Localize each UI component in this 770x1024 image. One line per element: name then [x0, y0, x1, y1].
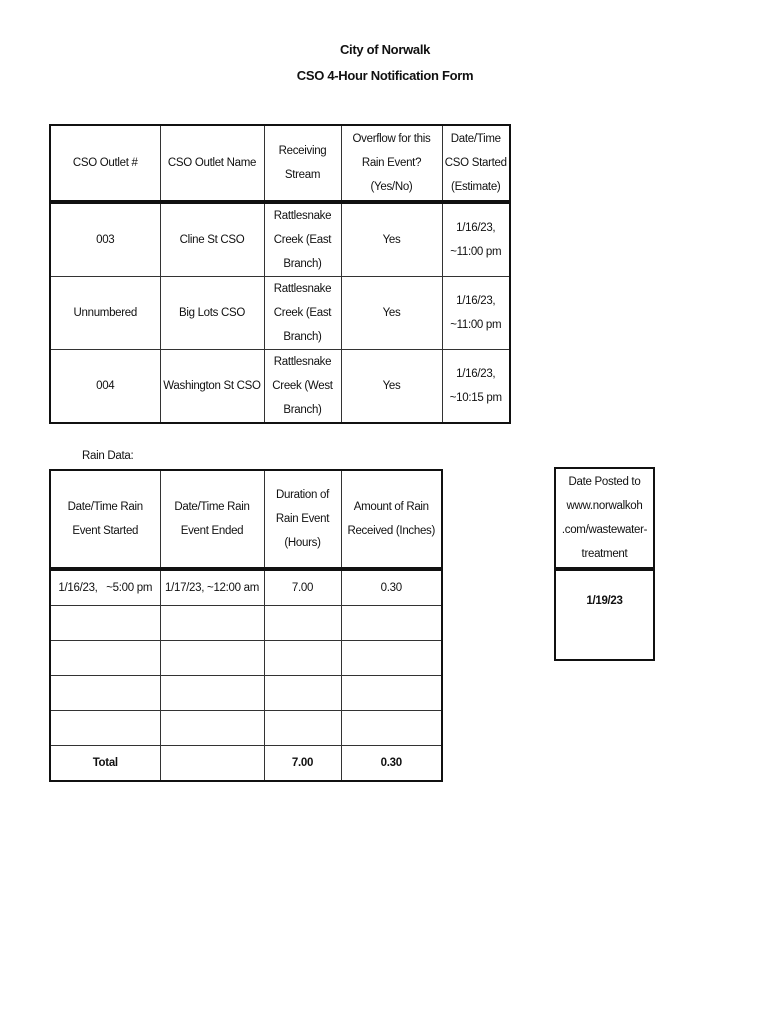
rain-row [50, 569, 442, 606]
rain-col-header: Duration of Rain Event (Hours) [264, 470, 341, 569]
cso-col-header: Receiving Stream [264, 125, 341, 202]
rain-cell [50, 641, 160, 676]
rain-total-row [50, 746, 442, 782]
cso-cell: Cline St CSO [160, 202, 264, 277]
rain-cell [160, 676, 264, 711]
cso-row [50, 202, 510, 277]
date-posted-box [554, 467, 655, 661]
cso-cell: Unnumbered [50, 277, 160, 350]
rain-cell [160, 606, 264, 641]
rain-cell [264, 711, 341, 746]
rain-data-label: Rain Data: [82, 450, 134, 462]
cso-cell: Rattlesnake Creek (East Branch) [264, 277, 341, 350]
rain-col-header: Date/Time Rain Event Ended [160, 470, 264, 569]
date-posted-header-row [555, 468, 654, 569]
rain-cell [341, 641, 442, 676]
cso-cell: 1/16/23, ~11:00 pm [442, 277, 510, 350]
cso-cell: Washington St CSO [160, 350, 264, 424]
cso-cell: 1/16/23, ~11:00 pm [442, 202, 510, 277]
form-title: CSO 4-Hour Notification Form [296, 68, 474, 83]
cso-header-row [50, 125, 510, 202]
rain-cell [341, 676, 442, 711]
rain-row [50, 676, 442, 711]
rain-cell [264, 606, 341, 641]
rain-cell: 1/16/23, ~5:00 pm [50, 569, 160, 606]
rain-total-duration: 7.00 [264, 746, 341, 782]
cso-table [49, 124, 511, 424]
rain-cell [160, 711, 264, 746]
rain-cell [264, 676, 341, 711]
rain-cell [341, 711, 442, 746]
cso-row [50, 277, 510, 350]
rain-col-header: Amount of Rain Received (Inches) [341, 470, 442, 569]
rain-cell [50, 676, 160, 711]
rain-cell [341, 606, 442, 641]
date-posted-value-row [555, 569, 654, 660]
rain-data-table [49, 469, 443, 782]
city-title: City of Norwalk [339, 42, 431, 57]
cso-cell: Yes [341, 277, 442, 350]
cso-cell: Yes [341, 202, 442, 277]
cso-cell: 004 [50, 350, 160, 424]
rain-cell: 1/17/23, ~12:00 am [160, 569, 264, 606]
rain-col-header: Date/Time Rain Event Started [50, 470, 160, 569]
date-posted-header: Date Posted to www.norwalkoh .com/wastewater-treatment [555, 468, 654, 569]
date-posted-value: 1/19/23 [555, 569, 654, 660]
cso-col-header: Date/Time CSO Started (Estimate) [442, 125, 510, 202]
rain-row [50, 606, 442, 641]
cso-cell: Rattlesnake Creek (West Branch) [264, 350, 341, 424]
cso-row [50, 350, 510, 424]
cso-col-header: CSO Outlet # [50, 125, 160, 202]
rain-total-amount: 0.30 [341, 746, 442, 782]
cso-col-header: Overflow for this Rain Event? (Yes/No) [341, 125, 442, 202]
cso-cell: Big Lots CSO [160, 277, 264, 350]
cso-cell: Yes [341, 350, 442, 424]
rain-total-cell [160, 746, 264, 782]
cso-cell: Rattlesnake Creek (East Branch) [264, 202, 341, 277]
rain-row [50, 641, 442, 676]
cso-cell: 1/16/23, ~10:15 pm [442, 350, 510, 424]
rain-cell [50, 711, 160, 746]
rain-total-label: Total [50, 746, 160, 782]
rain-cell: 7.00 [264, 569, 341, 606]
rain-header-row [50, 470, 442, 569]
cso-col-header: CSO Outlet Name [160, 125, 264, 202]
rain-cell [50, 606, 160, 641]
rain-cell: 0.30 [341, 569, 442, 606]
cso-cell: 003 [50, 202, 160, 277]
rain-row [50, 711, 442, 746]
rain-cell [264, 641, 341, 676]
rain-cell [160, 641, 264, 676]
